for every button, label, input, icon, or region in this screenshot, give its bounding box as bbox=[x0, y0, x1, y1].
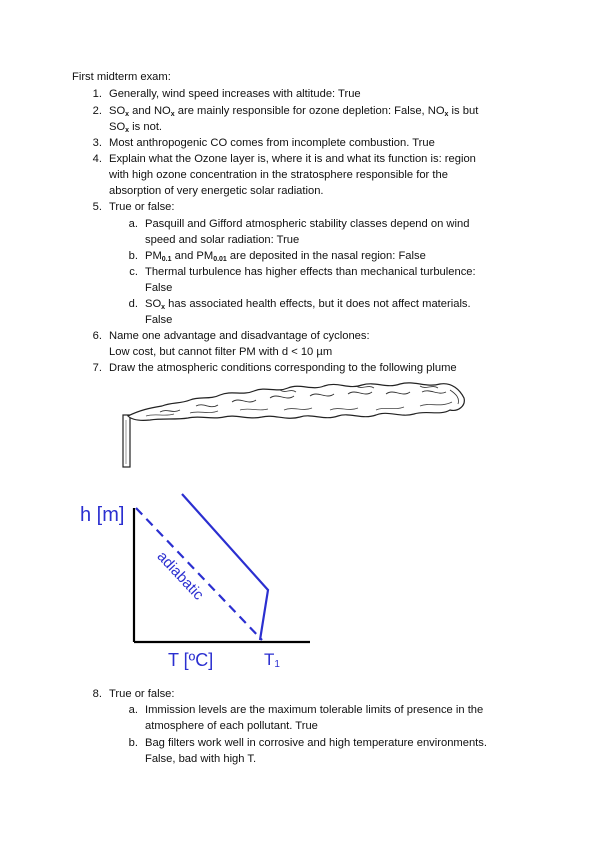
item-number: 1. bbox=[92, 88, 102, 100]
item-5b-text: $PM_{0.1}$ and $PM_{0.01}$ are deposited in the nasal region: False bbox=[145, 250, 426, 263]
item-number: 4. bbox=[92, 153, 102, 165]
y-axis-label: h [m] bbox=[80, 504, 125, 526]
item-5d-line1: $SO_x$ has associated health effects, but it does not affect materials. bbox=[145, 298, 471, 311]
item-7-text: Draw the atmospheric conditions corresponding to the following plume bbox=[109, 362, 457, 374]
item-4-line3: absorption of very energetic solar radiation. bbox=[109, 185, 324, 197]
item-2-line1: $SO_x$ and $NO_x$ are mainly responsible for ozone depletion: False, $NO_x$ is but bbox=[109, 105, 479, 118]
item-number: 3. bbox=[92, 137, 102, 149]
item-number: 8. bbox=[92, 688, 102, 700]
exam-heading: First midterm exam: bbox=[72, 71, 171, 83]
item-5c-line1: Thermal turbulence has higher effects than mechanical turbulence: bbox=[145, 266, 476, 278]
coning-plume-illustration bbox=[120, 380, 470, 470]
item-5-text: True or false: bbox=[109, 201, 175, 213]
item-number: 5. bbox=[92, 201, 102, 213]
dry-adiabatic-line bbox=[136, 508, 262, 640]
item-3-text: Most anthropogenic CO comes from incomplete combustion. True bbox=[109, 137, 435, 149]
item-5d-line2: False bbox=[145, 314, 173, 326]
item-6-line2: Low cost, but cannot filter PM with d < 10 µm bbox=[109, 346, 333, 358]
t1-label: $T_1$ bbox=[264, 650, 280, 670]
item-2-line2: $SO_x$ is not. bbox=[109, 121, 163, 134]
item-5a-line1: Pasquill and Gifford atmospheric stability classes depend on wind bbox=[145, 218, 470, 230]
item-8-text: True or false: bbox=[109, 688, 175, 700]
item-number: 2. bbox=[92, 105, 102, 117]
subitem-letter: a. bbox=[128, 704, 138, 716]
item-1-text: Generally, wind speed increases with altitude: True bbox=[109, 88, 361, 100]
item-6-line1: Name one advantage and disadvantage of cyclones: bbox=[109, 330, 370, 342]
environmental-lapse-profile bbox=[182, 494, 268, 640]
item-8b-line2: False, bad with high T. bbox=[145, 753, 257, 765]
subitem-letter: b. bbox=[128, 250, 138, 262]
item-8b-line1: Bag filters work well in corrosive and high temperature environments. bbox=[145, 737, 487, 749]
subitem-letter: d. bbox=[128, 298, 138, 310]
item-8a-line2: atmosphere of each pollutant. True bbox=[145, 720, 318, 732]
x-axis-label: T [ºC] bbox=[168, 650, 214, 670]
adiabatic-label: adiabatic bbox=[153, 548, 207, 604]
item-4-line2: with high ozone concentration in the stratosphere responsible for the bbox=[109, 169, 448, 181]
item-8a-line1: Immission levels are the maximum tolerable limits of presence in the bbox=[145, 704, 484, 716]
subitem-letter: a. bbox=[128, 218, 138, 230]
item-number: 6. bbox=[92, 330, 102, 342]
subitem-letter: c. bbox=[129, 266, 138, 278]
item-5a-line2: speed and solar radiation: True bbox=[145, 234, 300, 246]
item-4-line1: Explain what the Ozone layer is, where it is and what its function is: region bbox=[109, 153, 476, 165]
item-number: 7. bbox=[92, 362, 102, 374]
subitem-letter: b. bbox=[128, 737, 138, 749]
item-5c-line2: False bbox=[145, 282, 173, 294]
